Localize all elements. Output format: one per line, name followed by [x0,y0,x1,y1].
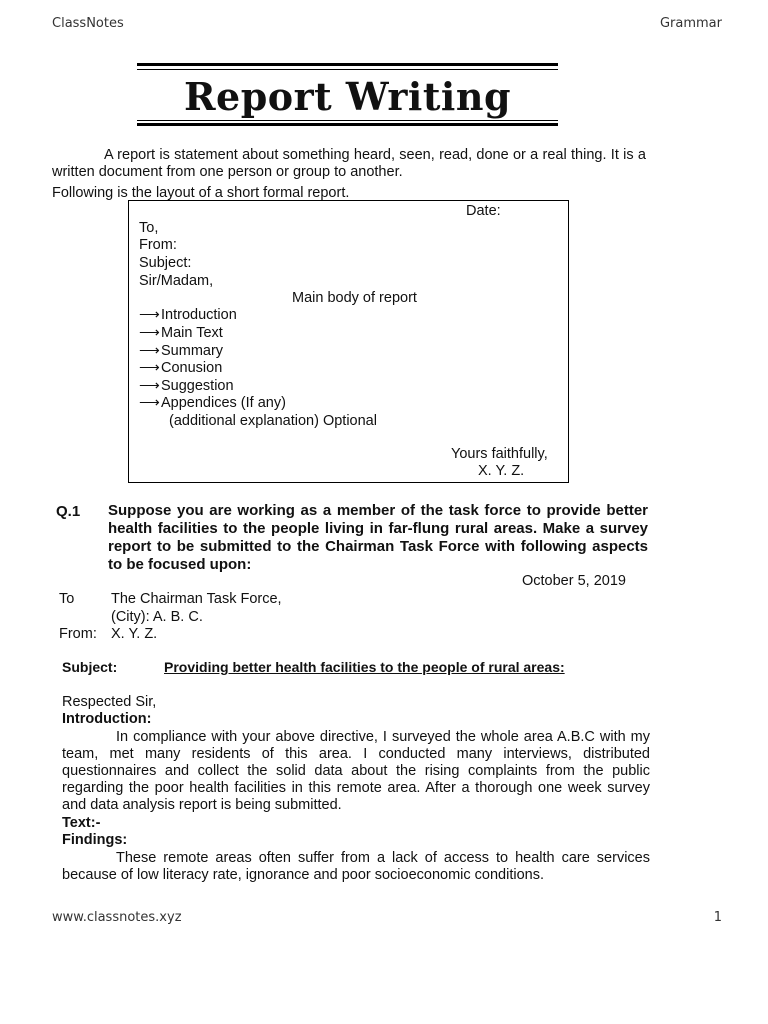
header-site-name: ClassNotes [52,16,124,31]
introduction-paragraph: In compliance with your above directive, I surveyed the whole area A.B.C with my team, met many residents of this area. I conducted many interviews, distributed questionnaires and collect the solid data about the rising complaints from the public regarding the poor health facilities in this remote area. After a thorough one week survey and data analysis report is being submitted. [62,729,650,813]
page-title: Report Writing [183,74,512,119]
arrow-right-icon: ⟶ [139,378,160,394]
arrow-right-icon: ⟶ [139,343,160,359]
layout-optional-note: (additional explanation) Optional [169,413,377,429]
layout-item: ⟶Suggestion [139,378,234,394]
to-city: (City): A. B. C. [111,609,203,625]
layout-main-body: Main body of report [292,290,417,306]
arrow-right-icon: ⟶ [139,307,160,323]
layout-item: ⟶Main Text [139,325,223,341]
footer-url: www.classnotes.xyz [52,910,182,925]
to-label: To [59,591,75,607]
letter-date: October 5, 2019 [522,573,626,589]
layout-item: ⟶Conusion [139,360,223,376]
layout-to: To, [139,220,159,236]
subject-label: Subject: [62,659,118,675]
intro-text: A report is statement about something heard, seen, read, done or a real thing. It is a written document from one person or group to another. [52,147,646,180]
letter-salutation: Respected Sir, [62,694,157,710]
title-rule-top-thick [137,63,558,66]
layout-salutation: Sir/Madam, [139,273,214,289]
question-number: Q.1 [56,503,81,520]
introduction-heading: Introduction: [62,711,152,727]
from-value: X. Y. Z. [111,626,158,642]
arrow-right-icon: ⟶ [139,325,160,341]
layout-from: From: [139,237,177,253]
title-rule-bottom-thin [137,120,558,121]
intro-paragraph [52,147,646,181]
title-rule-top-thin [137,69,558,70]
header-category: Grammar [659,16,722,31]
arrow-right-icon: ⟶ [139,395,160,411]
from-label: From: [59,626,97,642]
to-recipient: The Chairman Task Force, [111,591,282,607]
layout-date: Date: [466,203,501,219]
layout-intro-text: Following is the layout of a short formal report. [52,185,350,201]
report-layout-box [128,200,569,483]
layout-closing: Yours faithfully, [451,446,548,462]
layout-subject: Subject: [139,255,192,271]
findings-paragraph: These remote areas often suffer from a lack of access to health care services because of low literacy rate, ignorance and poor socioeconomic conditions. [62,850,650,883]
title-rule-bottom-thick [137,123,558,126]
question-text: Suppose you are working as a member of the task force to provide better health facilities to the people living in far-flung rural areas. Make a survey report to be submitted to the Chairman Task Force with following aspects to be focused upon: [108,502,648,573]
layout-signature: X. Y. Z. [478,463,525,479]
findings-heading: Findings: [62,832,128,848]
layout-item: ⟶Appendices (If any) [139,395,286,411]
page-number: 1 [713,910,722,925]
text-heading: Text:- [62,815,101,831]
arrow-right-icon: ⟶ [139,360,160,376]
subject-text: Providing better health facilities to the people of rural areas: [164,659,565,675]
layout-item: ⟶Summary [139,343,224,359]
layout-item: ⟶Introduction [139,307,237,323]
